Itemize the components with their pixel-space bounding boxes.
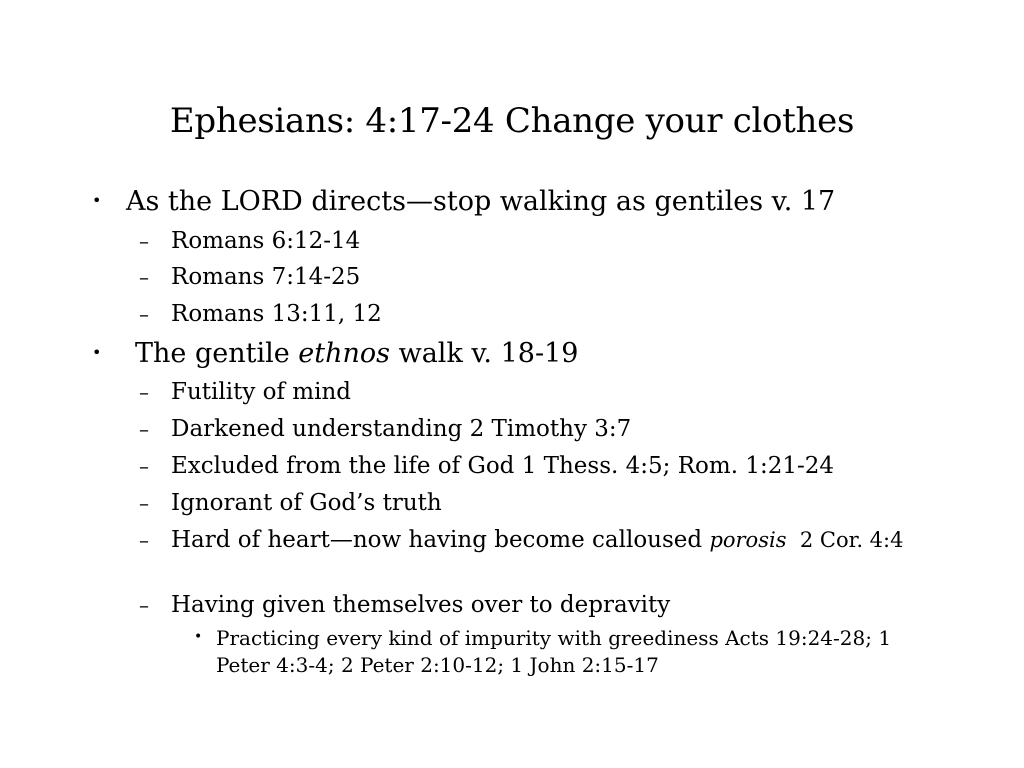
list-item — [139, 525, 941, 555]
list-item — [139, 590, 671, 620]
list-item — [92, 185, 836, 219]
dash-marker: – — [139, 417, 149, 441]
list-item-text: Romans 6:12-14 — [171, 228, 361, 254]
list-item-text: Romans 13:11, 12 — [171, 301, 382, 327]
text-segment: The gentile — [135, 338, 299, 369]
list-item-text: Having given themselves over to depravity — [171, 592, 671, 618]
list-item — [139, 262, 361, 292]
list-item-text: Ignorant of God’s truth — [171, 490, 442, 516]
list-item-text: Romans 7:14-25 — [171, 264, 361, 290]
list-item — [139, 488, 442, 518]
bullet-marker: • — [92, 343, 102, 362]
bullet-marker: • — [194, 629, 203, 645]
list-item-text: Practicing every kind of impurity with greediness Acts 19:24-28; 1 Peter 4:3-4; 2 Peter 2:10-12; 1 John 2:15-17 — [216, 626, 892, 677]
dash-marker: – — [139, 380, 149, 404]
italic-term: porosis — [709, 528, 787, 552]
list-item-text — [135, 337, 578, 371]
text-segment: 2 Cor. 4:4 — [786, 528, 904, 552]
italic-term: ethnos — [298, 338, 391, 369]
text-segment: walk v. 18-19 — [390, 338, 579, 369]
list-item-text: Excluded from the life of God 1 Thess. 4:5; Rom. 1:21-24 — [171, 453, 835, 479]
dash-marker: – — [139, 265, 149, 289]
list-item — [139, 299, 382, 329]
list-item — [139, 414, 632, 444]
dash-marker: – — [139, 491, 149, 515]
list-item — [139, 377, 352, 407]
text-segment: Hard of heart—now having become calloused — [171, 527, 710, 553]
dash-marker: – — [139, 528, 149, 552]
dash-marker: – — [139, 302, 149, 326]
dash-marker: – — [139, 454, 149, 478]
list-item — [139, 226, 361, 256]
list-item-text: Futility of mind — [171, 379, 352, 405]
list-item-text: As the LORD directs—stop walking as gentiles v. 17 — [126, 186, 836, 217]
dash-marker: – — [139, 229, 149, 253]
list-item-text: Darkened understanding 2 Timothy 3:7 — [171, 416, 632, 442]
slide-title: Ephesians: 4:17-24 Change your clothes — [169, 101, 855, 141]
list-item — [194, 625, 932, 679]
dash-marker: – — [139, 593, 149, 617]
bullet-marker: • — [92, 191, 102, 210]
list-item — [92, 337, 579, 371]
list-item — [139, 451, 835, 481]
